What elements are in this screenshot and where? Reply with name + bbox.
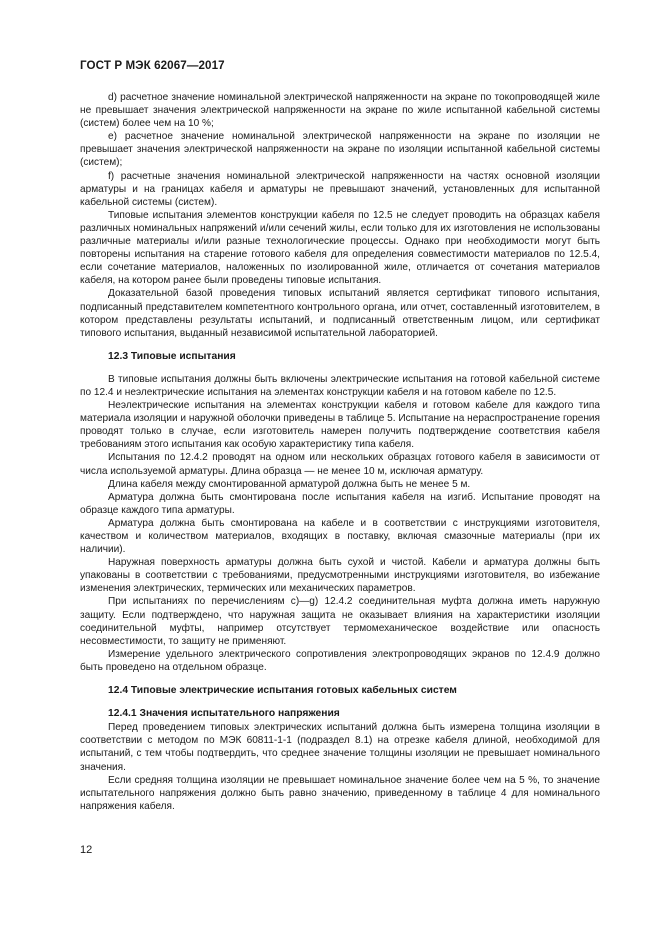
paragraph: Испытания по 12.4.2 проводят на одном или нескольких образцах готового кабеля в зависимости от числа используемой арматуры. Длина образца — не менее 10 м, исключая арматуру. [80, 452, 600, 477]
paragraph: Доказательной базой проведения типовых испытаний является сертификат типового испытания, подписанный представителем компетентного контрольного органа, или отчет, составленный изготовителем, в котором представлены результаты испытаний, и подписанный ответственным лицом, или сертификат типового испытания, выданный независимой испытательной лабораторией. [80, 288, 600, 339]
paragraph: Перед проведением типовых электрических испытаний должна быть измерена толщина изоляции в соответствии с методом по МЭК 60811-1-1 (подраздел 8.1) на отрезке кабеля длиной, необходимой для испытаний, с тем чтобы подтвердить, что среднее значение толщины изоляции не превышает номинального значения. [80, 722, 600, 773]
paragraph-list-item-d: d) расчетное значение номинальной электрической напряженности на экране по токопроводящей жиле не превышает значения электрической напряженности на экране по жиле испытанной кабельной системы (систем) более чем на 10 %; [80, 92, 600, 130]
section-heading-12-4-1: 12.4.1 Значения испытательного напряжения [108, 708, 340, 720]
paragraph: Если средняя толщина изоляции не превышает номинальное значение более чем на 5 %, то значение испытательного напряжения должно быть равно значению, приведенному в таблице 4 для номинального напряжения кабеля. [80, 774, 600, 812]
document-body [80, 91, 600, 813]
paragraph: Неэлектрические испытания на элементах конструкции кабеля и готовом кабеле для каждого типа материала изоляции и наружной оболочки приведены в таблице 5. Испытание на нераспространение горения проводят только в случае, если изготовитель намерен получить подтверждение соответствия кабеля требованиям этого испытания как особую характеристику типа кабеля. [80, 400, 600, 451]
section-heading-12-3: 12.3 Типовые испытания [108, 350, 236, 362]
paragraph: Арматура должна быть смонтирована на кабеле и в соответствии с инструкциями изготовителя, качеством и количеством материалов, входящих в поставку, включая смазочные материалы (при их наличии). [80, 517, 600, 556]
paragraph: При испытаниях по перечислениям с)—g) 12.4.2 соединительная муфта должна иметь наружную защиту. Если подтверждено, что наружная защита не оказывает влияния на характеристики изоляции соединительной муфты, например отсутствует термомеханическое воздействие или опасность несовместимости, то защиту не применяют. [80, 596, 600, 647]
paragraph: Наружная поверхность арматуры должна быть сухой и чистой. Кабели и арматура должны быть упакованы в соответствии с требованиями, предусмотренными инструкциями изготовителя, во избежание изменения электрических, термических или механических параметров. [80, 557, 600, 595]
paragraph: Длина кабеля между смонтированной арматурой должна быть не менее 5 м. [108, 478, 471, 490]
paragraph: Типовые испытания элементов конструкции кабеля по 12.5 не следует проводить на образцах кабеля различных номинальных напряжений и/или сечений жилы, если только для их изготовления не использованы различные материалы и/или разные технологические процессы. Однако при необходимости могут быть повторены испытания на старение готового кабеля для определения совместимости материалов по 12.5.4, если сочетание материалов, наложенных по изолированной жиле, отличается от сочетания материалов кабеля, на котором ранее были проведены типовые испытания. [80, 209, 600, 287]
paragraph-list-item-e: е) расчетное значение номинальной электрической напряженности на экране по изоляции не превышает значения электрической напряженности на экране по изоляции испытанной кабельной системы (систем); [80, 131, 600, 169]
page-number: 12 [80, 844, 93, 856]
section-heading-12-4: 12.4 Типовые электрические испытания готовых кабельных систем [108, 685, 457, 697]
paragraph-list-item-f: f) расчетные значения номинальной электрической напряженности на частях основной изоляции арматуры и на границах кабеля и арматуры не превышают значений, установленных для испытанной кабельной системы (систем). [80, 170, 600, 208]
paragraph: Арматура должна быть смонтирована после испытания кабеля на изгиб. Испытание проводят на образце каждого типа арматуры. [80, 491, 600, 516]
paragraph: В типовые испытания должны быть включены электрические испытания на готовой кабельной системе по 12.4 и неэлектрические испытания на элементах конструкции кабеля и на готовом кабеле по 12.5. [80, 373, 600, 398]
document-header: ГОСТ Р МЭК 62067—2017 [80, 59, 225, 72]
paragraph: Измерение удельного электрического сопротивления электропроводящих экранов по 12.4.9 должно быть проведено на отдельном образце. [80, 648, 600, 673]
